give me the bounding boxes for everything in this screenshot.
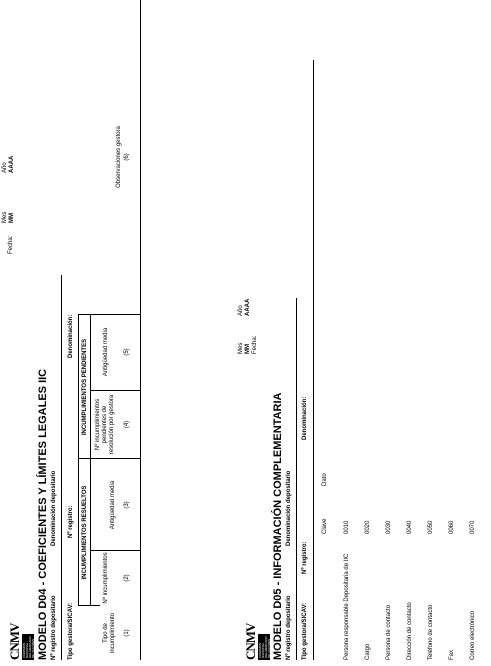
tipo-gestora-label: Tipo gestora/SICAV:	[302, 602, 308, 660]
mes-label: Mes	[2, 211, 8, 223]
col-tipo-incumplimiento: Tipo de incumplimiento	[103, 612, 116, 654]
col-num-6: (6)	[124, 153, 130, 161]
row-label: Persona de contacto	[386, 604, 392, 660]
col-antiguedad-media-pendientes: Antigüedad media	[103, 327, 109, 377]
row-clave: 0040	[407, 520, 413, 534]
group-resueltos-header: INCUMPLIMIENTOS RESUELTOS	[82, 485, 88, 580]
mes-value: MM	[9, 213, 15, 223]
col-num-1: (1)	[124, 629, 130, 637]
row-clave: 0030	[386, 520, 392, 534]
col-num-2: (2)	[124, 574, 130, 582]
cnmv-logo: CNMV COMISIÓN NACIONAL DEL MERCADO DE VALORES	[243, 623, 271, 660]
tipo-gestora-label: Tipo gestora/SICAV:	[68, 602, 74, 660]
row-label: Correo electrónico	[470, 610, 476, 660]
row-clave: 0070	[470, 520, 476, 534]
anio-value: AAAA	[9, 155, 15, 173]
col-clave-header: Clave	[322, 518, 328, 534]
nregistro-label: Nº registro:	[68, 505, 74, 538]
col-num-incumplimientos: Nº incumplimientos	[103, 552, 109, 604]
nregistro-label: Nº registro:	[302, 541, 308, 574]
col-antiguedad-media-resueltos: Antigüedad media	[110, 480, 116, 530]
row-clave: 0020	[365, 520, 371, 534]
row-clave: 0010	[344, 520, 350, 534]
anio-label: Año	[2, 162, 8, 173]
d04-title: MODELO D04 - COEFICIENTES Y LÍMITES LEGALES IIC	[37, 368, 49, 660]
anio-label: Año	[238, 305, 244, 316]
denominacion-depositario-label: Denominación depositario	[51, 470, 57, 546]
col-dato-header: Dato	[322, 473, 328, 486]
mes-value: MM	[245, 344, 251, 354]
denominacion-label: Denominación:	[302, 396, 308, 440]
mes-label: Mes	[238, 342, 244, 354]
row-label: Persona responsable Depositaria de IIC	[344, 553, 350, 660]
row-clave: 0050	[428, 520, 434, 534]
denominacion-label: Denominación:	[68, 314, 74, 358]
d05-title: MODELO D05 - INFORMACIÓN COMPLEMENTARIA	[272, 392, 284, 660]
row-label: Dirección de contacto	[407, 602, 413, 660]
group-pendientes-header: INCUMPLIMIENTOS PENDIENTES	[82, 338, 88, 436]
nregistro-depositario-label: Nº registro depositario	[286, 595, 292, 660]
col-num-4: (4)	[124, 420, 130, 429]
row-label: Teléfono de contacto	[428, 604, 434, 660]
fecha-label: Fecha:	[8, 235, 14, 254]
row-clave: 0060	[449, 520, 455, 534]
col-num-3: (3)	[124, 501, 130, 509]
anio-value: AAAA	[245, 298, 251, 316]
col-observaciones-gestora: Observaciones gestora	[116, 126, 122, 188]
col-num-5: (5)	[124, 348, 130, 356]
row-label: Fax	[449, 649, 455, 660]
col-num-pendientes: Nº incumplimientos pendientes de resolución por gestora	[95, 394, 115, 455]
row-label: Cargo	[365, 643, 371, 660]
nregistro-depositario-label: Nº registro depositario	[51, 595, 57, 660]
denominacion-depositario-label: Denominación depositario	[286, 470, 292, 546]
cnmv-logo: CNMV COMISIÓN NACIONAL DEL MERCADO DE VALORES	[7, 623, 35, 660]
fecha-label: Fecha:	[252, 335, 258, 354]
